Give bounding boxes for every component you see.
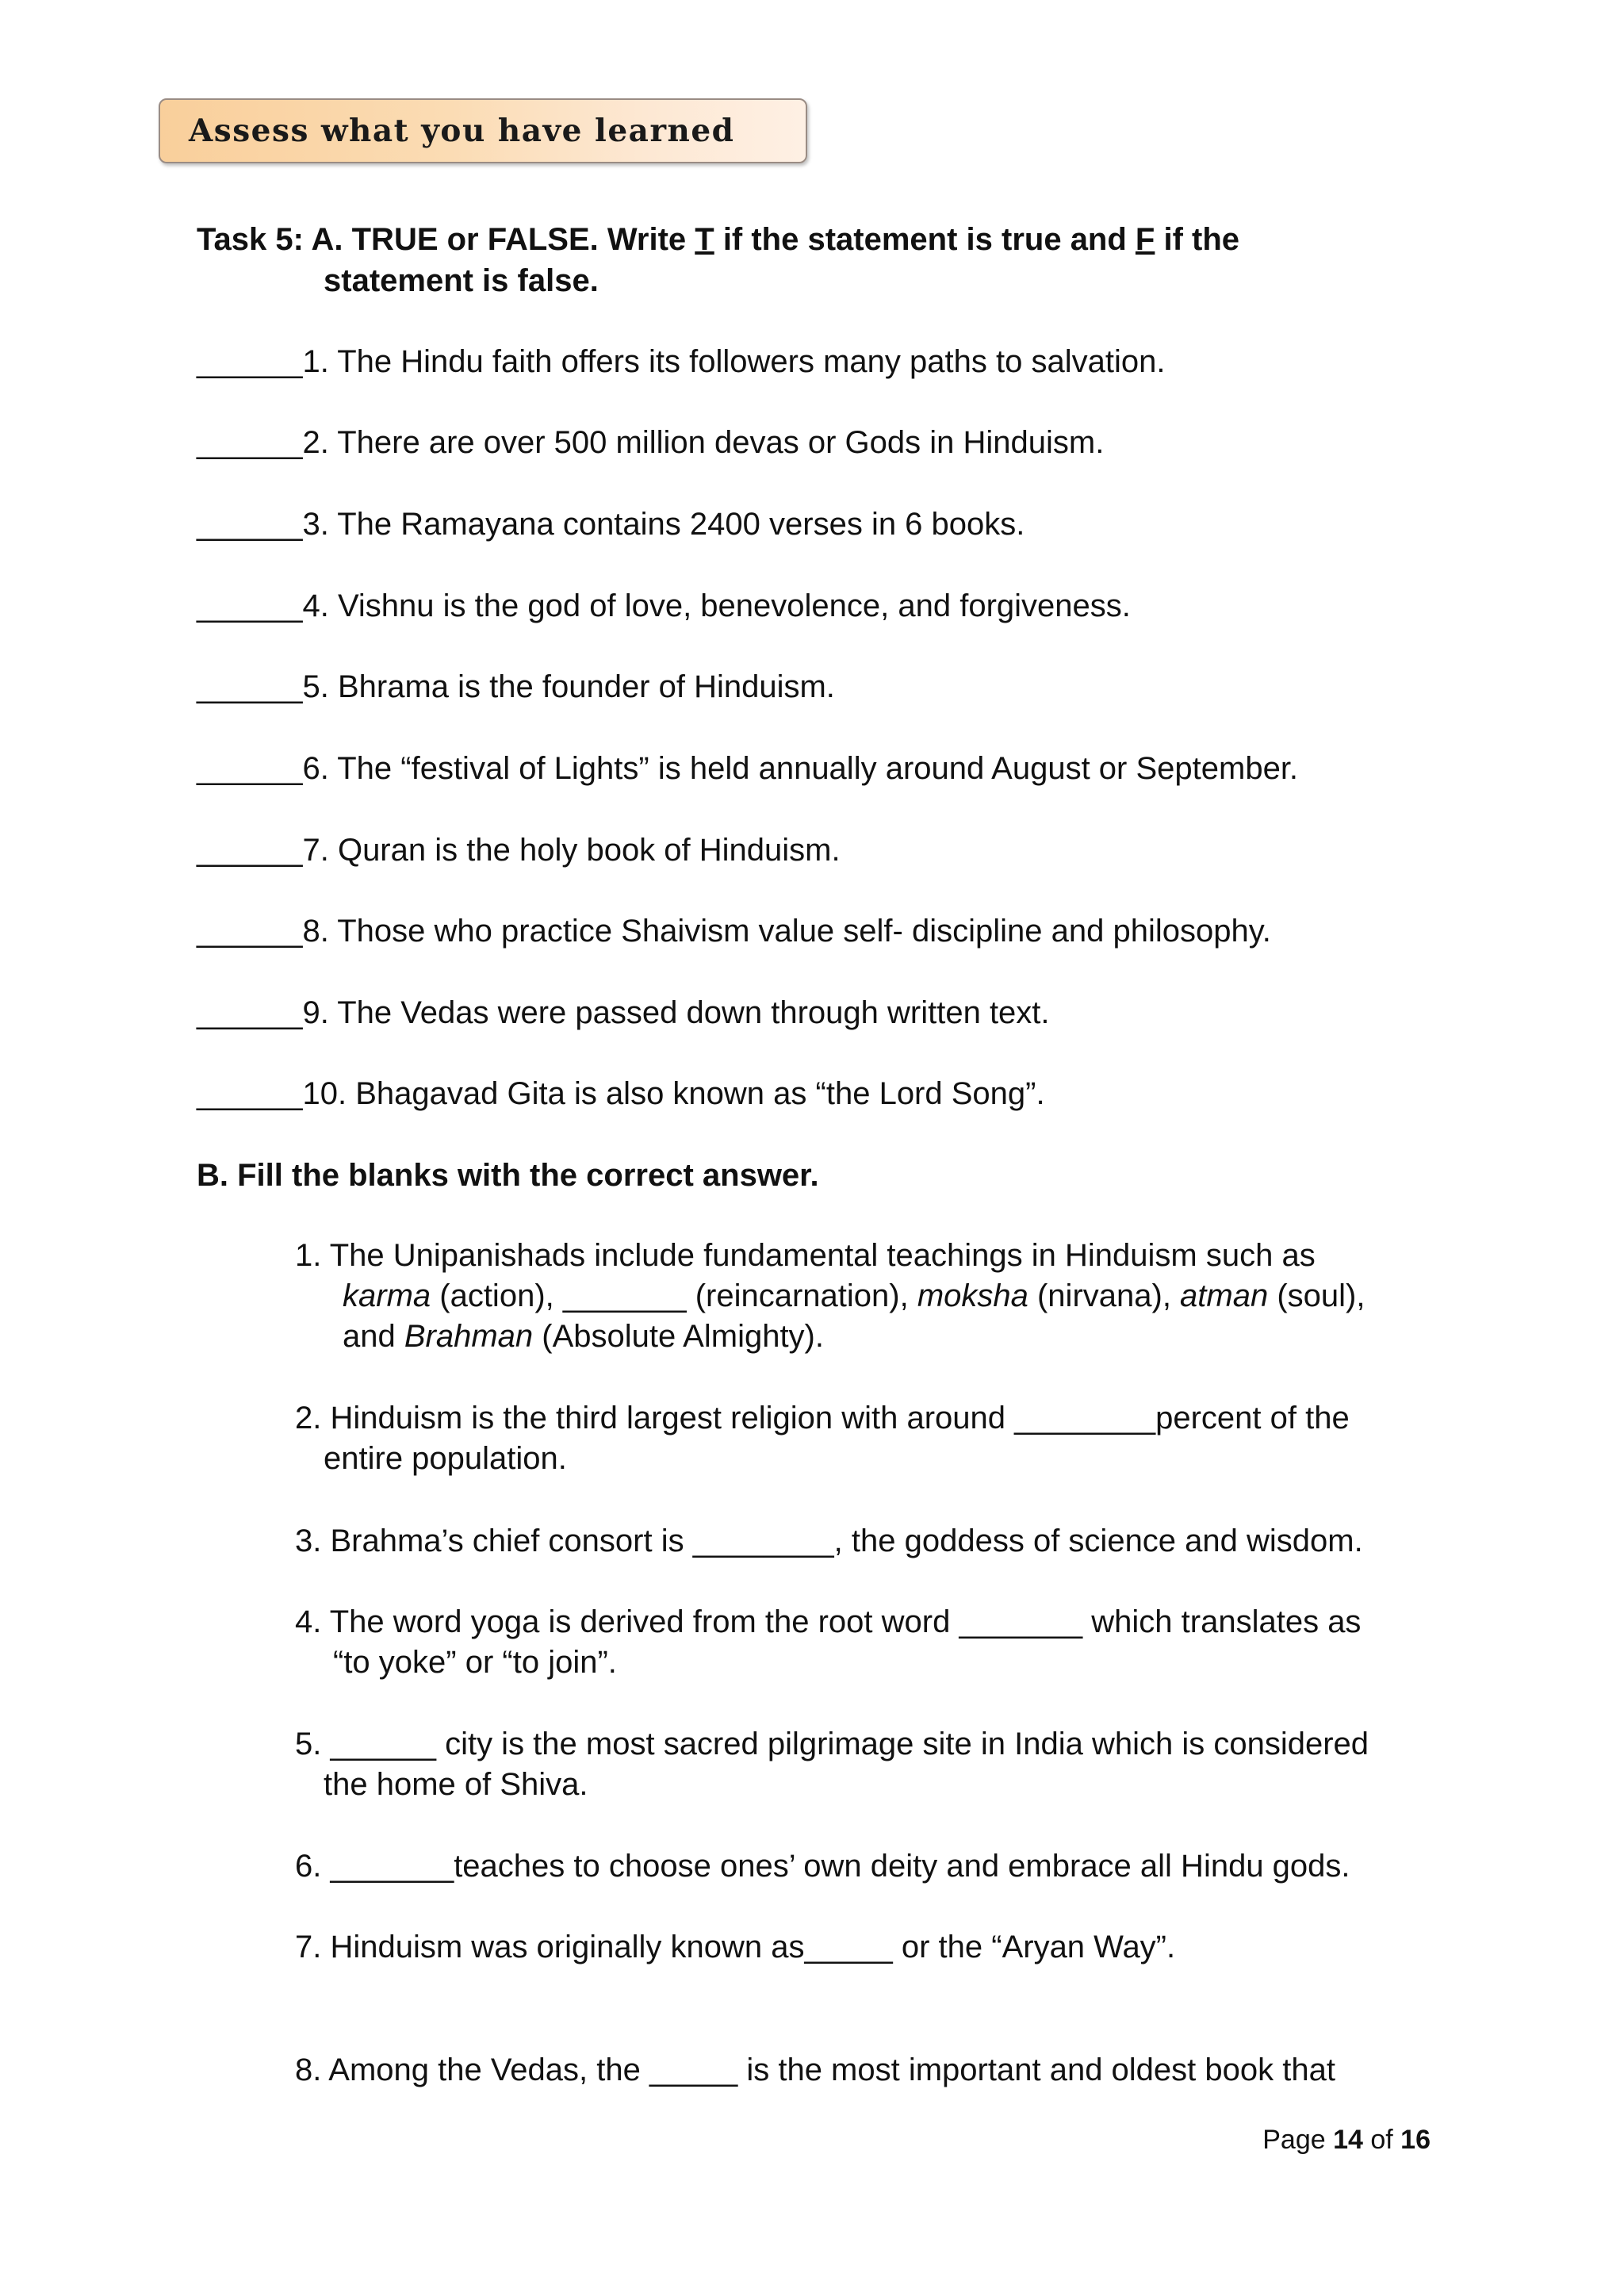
false-letter: F [1135, 222, 1155, 257]
fill-blank-line: 1. The Unipanishads include fundamental teachings in Hinduism such as [295, 1238, 1316, 1273]
task-heading-line1 [197, 219, 1434, 260]
task-heading [197, 219, 1434, 301]
fill-blank-line: 8. Among the Vedas, the _____ is the most important and oldest book that [295, 2053, 1335, 2087]
true-false-item: ______2. There are over 500 million devas or Gods in Hinduism. [197, 425, 1105, 460]
fill-blank-line: 4. The word yoga is derived from the root word _______ which translates as [295, 1604, 1362, 1639]
page-number [1262, 2122, 1431, 2157]
section-b-heading: B. Fill the blanks with the correct answer. [197, 1158, 819, 1193]
true-false-item: ______3. The Ramayana contains 2400 verses in 6 books. [197, 507, 1025, 542]
fill-blank-line: 5. ______ city is the most sacred pilgrimage site in India which is considered [295, 1727, 1369, 1761]
fill-blank-line: 7. Hinduism was originally known as_____ or the “Aryan Way”. [295, 1930, 1176, 1964]
fill-blank-line: entire population. [324, 1441, 567, 1476]
true-false-item: ______6. The “festival of Lights” is held annually around August or September. [197, 751, 1299, 786]
fill-blank-item-5 [295, 1724, 1421, 1805]
term-moksha: moksha [917, 1278, 1028, 1313]
fill-blank-text: (soul), [1268, 1278, 1365, 1313]
total-pages: 16 [1400, 2125, 1431, 2155]
fill-blank-line: 6. _______teaches to choose ones’ own deity and embrace all Hindu gods. [295, 1849, 1350, 1884]
true-false-item: ______10. Bhagavad Gita is also known as “the Lord Song”. [197, 1076, 1045, 1111]
term-brahman: Brahman [404, 1319, 534, 1354]
fill-blank-text: (nirvana), [1028, 1278, 1181, 1313]
fill-blank-line: “to yoke” or “to join”. [333, 1645, 617, 1680]
fill-blank-item-6 [295, 1846, 1421, 1887]
task-heading-text: if the [1155, 222, 1240, 257]
fill-blank-text: (action), _______ (reincarnation), [431, 1278, 917, 1313]
fill-blank-line: 3. Brahma’s chief consort is ________, the goddess of science and wisdom. [295, 1524, 1363, 1558]
fill-blank-item-4 [295, 1602, 1421, 1683]
true-false-item: ______4. Vishnu is the god of love, benevolence, and forgiveness. [197, 588, 1131, 623]
task-heading-text: if the statement is true and [714, 222, 1136, 257]
fill-blank-item-7 [295, 1927, 1421, 1968]
fill-blank-line: the home of Shiva. [324, 1767, 588, 1802]
true-letter: T [695, 222, 714, 257]
true-false-item: ______7. Quran is the holy book of Hinduism. [197, 833, 841, 868]
fill-blank-text: and [343, 1319, 404, 1354]
assessment-banner [159, 98, 807, 163]
current-page: 14 [1333, 2125, 1363, 2155]
page-label: Page [1262, 2125, 1334, 2155]
fill-blank-item-3 [295, 1521, 1421, 1562]
term-karma: karma [343, 1278, 431, 1313]
fill-blank-line: 2. Hinduism is the third largest religion with around ________percent of the [295, 1401, 1350, 1435]
task-heading-line2: statement is false. [324, 263, 599, 298]
term-atman: atman [1180, 1278, 1269, 1313]
banner-title: Assess what you have learned [189, 113, 735, 149]
fill-blank-text: (Absolute Almighty). [533, 1319, 824, 1354]
of-label: of [1362, 2125, 1401, 2155]
true-false-item: ______5. Bhrama is the founder of Hinduism. [197, 669, 835, 704]
task-heading-text: Task 5: A. TRUE or FALSE. Write [197, 222, 695, 257]
true-false-item: ______8. Those who practice Shaivism value self- discipline and philosophy. [197, 914, 1271, 949]
fill-blank-line [295, 1276, 1421, 1317]
fill-blank-item-1 [295, 1236, 1421, 1357]
true-false-item: ______9. The Vedas were passed down through written text. [197, 995, 1050, 1030]
fill-blank-line [295, 1317, 1421, 1357]
fill-blank-item-8 [295, 2050, 1421, 2091]
true-false-item: ______1. The Hindu faith offers its followers many paths to salvation. [197, 344, 1166, 379]
fill-blank-item-2 [295, 1398, 1421, 1479]
